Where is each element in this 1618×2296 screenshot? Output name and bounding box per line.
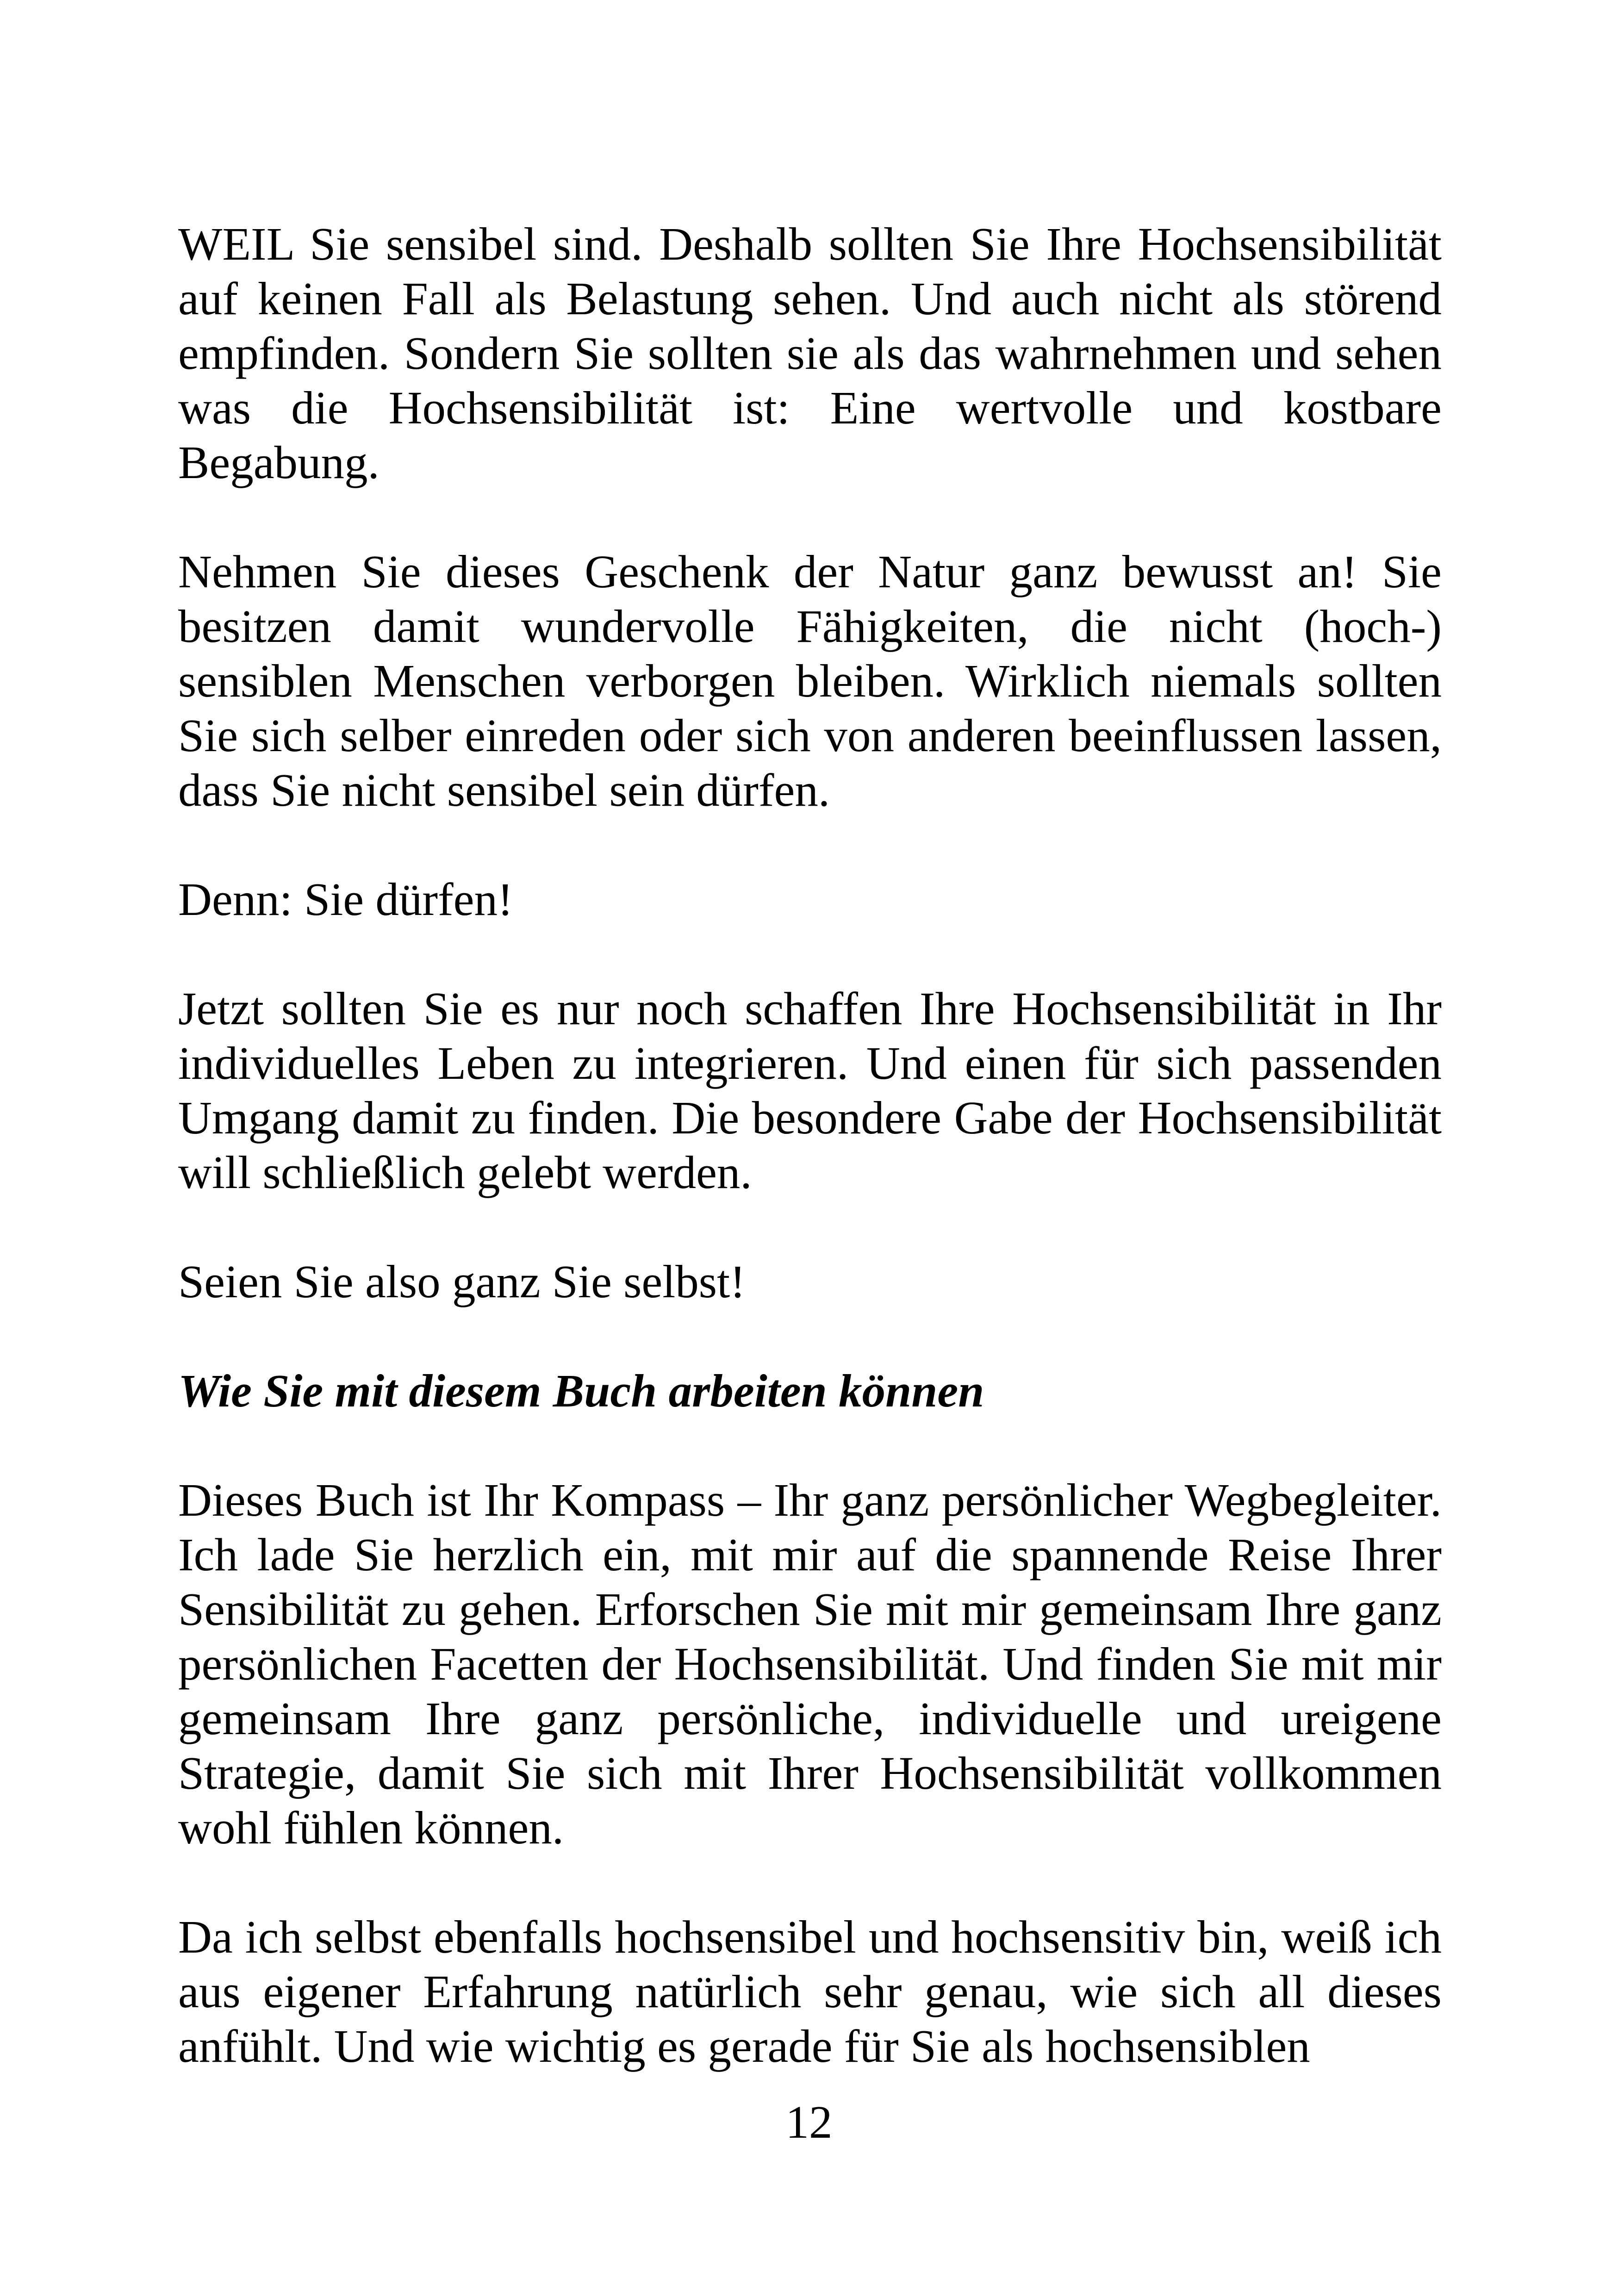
paragraph-integrieren: Jetzt sollten Sie es nur noch schaffen Ihre Hochsensibilität in Ihr individuelles Leben zu integrieren. Und einen für sich passenden Umgang damit zu finden. Die besondere Gabe der Hochsensibilität will schließlich gelebt werden. [178,983,1442,1198]
paragraph-weil-sensibel: WEIL Sie sensibel sind. Deshalb sollten Sie Ihre Hochsensibilität auf keinen Fall als Belastung sehen. Und auch nicht als störend empfinden. Sondern Sie sollten sie als das wahrnehmen und sehen was die Hochsensibilität ist: Eine wertvolle und kostbare Begabung. [178,218,1442,488]
paragraph-eigene-erfahrung: Da ich selbst ebenfalls hochsensibel und hochsensitiv bin, weiß ich aus eigener Erfahrung natürlich sehr genau, wie sich all dieses anfühlt. Und wie wichtig es gerade für Sie als hochsensiblen [178,1911,1442,2072]
paragraph-geschenk-der-natur: Nehmen Sie dieses Geschenk der Natur ganz bewusst an! Sie besitzen damit wundervolle Fähigkeiten, die nicht (hoch-) sensiblen Menschen verborgen bleiben. Wirklich niemals sollten Sie sich selber einreden oder sich von anderen beeinflussen lassen, dass Sie nicht sensibel sein dürfen. [178,546,1442,816]
paragraph-kompass: Dieses Buch ist Ihr Kompass – Ihr ganz persönlicher Wegbegleiter. Ich lade Sie herzlich ein, mit mir auf die spannende Reise Ihrer Sensibilität zu gehen. Erforschen Sie mit mir gemeinsam Ihre ganz persönlichen Facetten der Hochsensibilität. Und finden Sie mit mir gemeinsam Ihre ganz persönliche, individuelle und ureigene Strategie, damit Sie sich mit Ihrer Hochsensibilität vollkommen wohl fühlen können. [178,1474,1442,1854]
paragraph-ganz-sie-selbst: Seien Sie also ganz Sie selbst! [178,1256,746,1307]
page-number: 12 [785,2096,833,2148]
paragraph-denn-sie-duerfen: Denn: Sie dürfen! [178,873,513,925]
body-text [178,217,1442,2128]
section-heading: Wie Sie mit diesem Buch arbeiten können [178,1365,984,1417]
